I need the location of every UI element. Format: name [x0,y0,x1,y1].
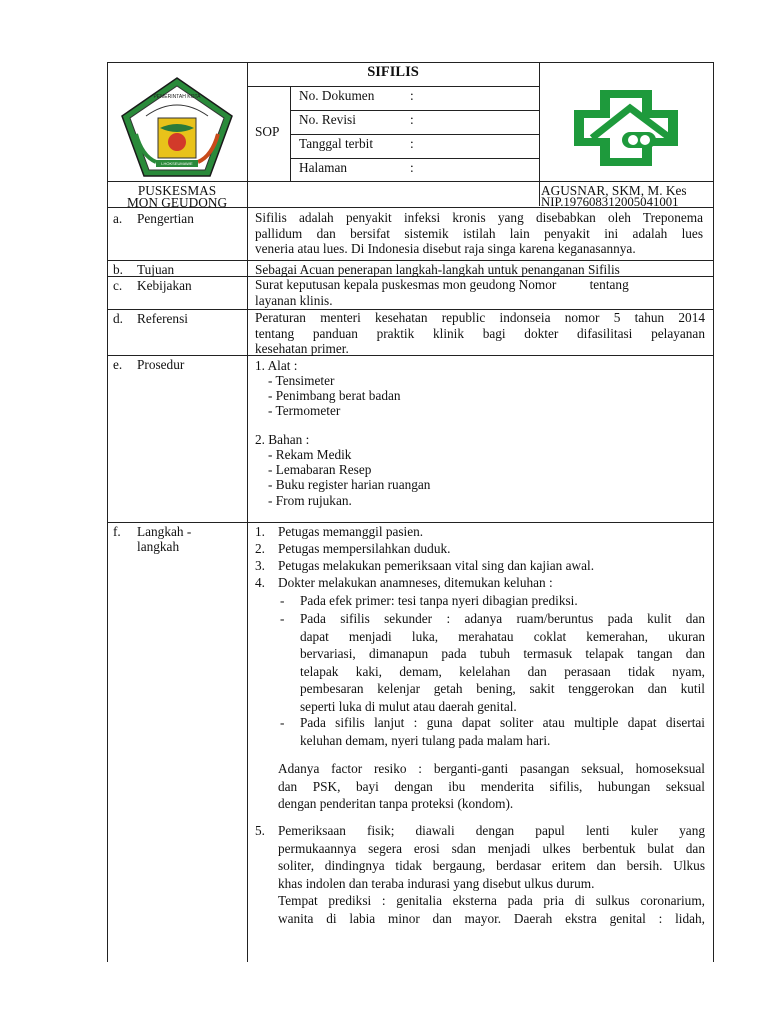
text-line: soliter, dindingnya tidak bergaung, berdasar eritem dan bersih. Ulkus [278,858,705,873]
field-sep: : [410,88,414,103]
step5-text [278,822,705,927]
section-label-pengertian: Pengertian [137,211,194,226]
row-divider [107,522,714,523]
text-line: dan PSK, bayi dengan ibu menderita sifilis, hubungan seksual [278,778,705,794]
text-line: Sifilis adalah penyakit infeksi kronis yang disebabkan oleh Treponema [255,210,703,225]
header-divider-2 [539,62,540,206]
field-label-halaman: Halaman [299,160,347,175]
table-border-top [107,62,714,63]
org-name-line1: PUSKESMAS [137,183,217,198]
text-line: Adanya factor resiko : berganti-ganti pasangan seksual, homoseksual [278,761,705,776]
text-line: kesehatan primer. [255,341,349,356]
sub-text-block [300,714,705,749]
alat-title: 1. Alat : [255,358,298,373]
text-line: Pada sifilis sekunder : adanya ruam/beruntus pada kulit dan [300,611,705,626]
header-line [290,134,539,135]
sub-text: Pada efek primer: tesi tanpa nyeri dibagian prediksi. [300,593,578,608]
sub-text-block [300,610,705,715]
bahan-item: - Buku register harian ruangan [268,477,431,492]
step-text: Petugas melakukan pemeriksaan vital sing dan kajian awal. [278,558,595,573]
bahan-item: - Lemabaran Resep [268,462,372,477]
text-line: telapak kaki, demam, kelelahan dan perasaan tidak nyam, [300,663,705,679]
text-line: bervariasi, dimanapun pada tubuh termasuk telapak tangan dan [300,646,705,661]
section-letter-e: e. [113,357,123,372]
puskesmas-logo [570,88,682,168]
text-line: tentang panduan praktik klinik bagi dokter difasilitasi pelayanan [255,325,705,341]
section-letter-d: d. [113,311,123,326]
section-label-referensi: Referensi [137,311,188,326]
step-number: 4. [255,575,265,590]
row-divider [107,260,714,261]
tujuan-text: Sebagai Acuan penerapan langkah-langkah untuk penanganan Sifilis [255,262,620,277]
text-line: Surat keputusan kepala puskesmas mon geudong Nomor tentang [255,277,629,292]
field-label-no-dokumen: No. Dokumen [299,88,375,103]
bahan-item: - Rekam Medik [268,447,352,462]
section-label-langkah-1: Langkah - [137,524,192,539]
signer-nip: NIP.197608312005041001 [541,195,679,209]
document-title: SIFILIS [367,64,419,80]
pengertian-text [255,210,703,257]
text-line: permukaannya segera erosi sdan menjadi ulkes berbentuk bulat dan [278,840,705,856]
text-line: dengan penderitan tanpa proteksi (kondom). [278,796,514,811]
section-label-langkah-2: langkah [137,539,180,554]
text-line: khas indolen dan teraba indurasi yang disebut ulkus durum. [278,875,595,891]
field-label-no-revisi: No. Revisi [299,112,356,127]
section-letter-a: a. [113,211,123,226]
field-sep: : [410,136,414,151]
section-letter-f: f. [113,524,121,539]
text-line: seperti luka di mulut atau daerah genital. [300,698,517,714]
step-number: 3. [255,558,265,573]
text-line: Pada sifilis lanjut : guna dapat soliter atau multiple dapat disertai [300,715,705,730]
text-line: Peraturan menteri kesehatan republic indonseia nomor 5 tahun 2014 [255,310,705,325]
risk-factor-text [278,760,705,813]
org-name-line2: MON GEUDONG [126,195,228,210]
sub-dash: - [280,715,285,730]
referensi-text [255,310,705,357]
sub-dash: - [280,611,285,626]
city-government-logo [120,76,234,178]
text-line: Pemeriksaan fisik; diawali dengan papul lenti kuler yang [278,823,705,838]
step-text: Petugas mempersilahkan duduk. [278,541,451,556]
section-label-prosedur: Prosedur [137,357,185,372]
header-line [290,158,539,159]
text-line: pembesaran kelenjar getah bening, sakit tenggerokan dan kutil [300,681,705,696]
text-line: wanita di labia minor dan mayor. Daerah ekstra genital : lidah, [278,910,705,926]
step-text: Dokter melakukan anamneses, ditemukan keluhan : [278,575,553,590]
text-line: Tempat prediksi : genitalia eksterna pada pria di sulkus coronarium, [278,893,705,908]
sub-dash: - [280,593,285,608]
signer-name: AGUSNAR, SKM, M. Kes [541,183,687,198]
header-line [290,110,539,111]
header-line [107,181,714,182]
alat-item: - Termometer [268,403,341,418]
text-line: keluhan demam, nyeri tulang pada malam hari. [300,732,551,748]
kebijakan-text [255,277,705,308]
step-number: 2. [255,541,265,556]
field-sep: : [410,112,414,127]
section-label-kebijakan: Kebijakan [137,278,192,293]
logo-text-top: PEMERINTAH KOTA [153,94,201,100]
section-letter-c: c. [113,278,123,293]
step-text: Petugas memanggil pasien. [278,524,424,539]
sop-label: SOP [255,124,280,139]
section-letter-b: b. [113,262,123,277]
bahan-item: - From rujukan. [268,493,352,508]
field-label-tanggal-terbit: Tanggal terbit [299,136,374,151]
section-label-tujuan: Tujuan [137,262,175,277]
step-number: 1. [255,524,265,539]
bahan-title: 2. Bahan : [255,432,310,447]
logo-text-bottom: LHOKSEUMAWE [161,161,193,166]
text-line: dapat menjadi luka, merahatau coklat kemerahan, ukuran [300,628,705,644]
header-divider-1 [247,62,248,962]
alat-item: - Penimbang berat badan [268,388,401,403]
text-line: pallidum dan bersifat sistemik istilah lain penyakit ini adalah lues [255,225,703,241]
alat-item: - Tensimeter [268,373,335,388]
text-line: veneria atau lues. Di Indonesia disebut raja singa karena keganasannya. [255,241,636,256]
text-line: layanan klinis. [255,292,333,308]
header-line [247,86,539,87]
field-sep: : [410,160,414,175]
table-border-right [713,62,714,962]
step-number: 5. [255,823,265,838]
